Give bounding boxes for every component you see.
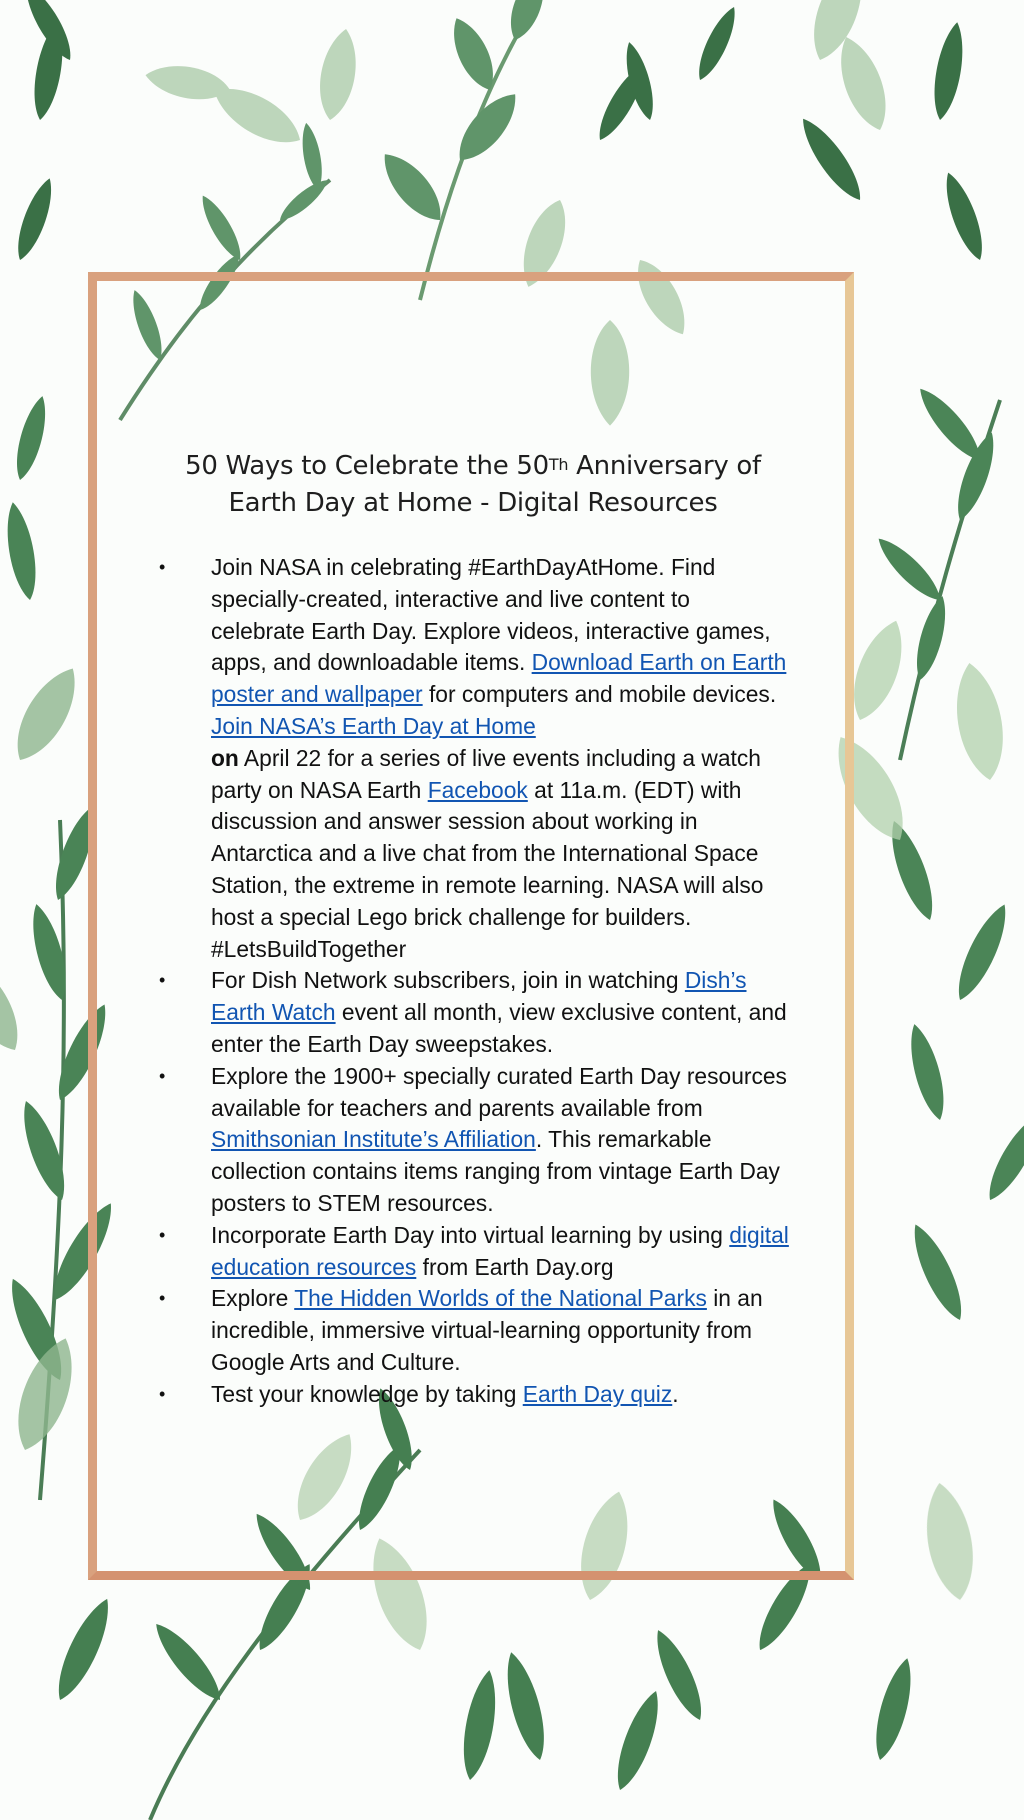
title-text: 50 Ways to Celebrate the 50 <box>185 451 549 481</box>
list-item-education: • Incorporate Earth Day into virtual learning by using digital education resources from Earth Day.org <box>159 1221 789 1280</box>
list-item-national-parks: • Explore The Hidden Worlds of the National Parks in an incredible, immersive virtual-learning opportunity from Google Arts and Culture. <box>159 1285 763 1375</box>
bullet-icon: • <box>159 557 166 577</box>
bullet-icon: • <box>159 1383 166 1404</box>
bullet-icon: • <box>159 970 166 991</box>
link-earth-day-quiz[interactable]: Earth Day quiz <box>522 1380 673 1407</box>
title-superscript: Th <box>548 455 569 474</box>
leaf-cluster-right <box>871 382 1024 1326</box>
list-item-smithsonian: • Explore the 1900+ specially curated Earth Day resources available for teachers and parents available from Smithsonian Institute’s Affiliation. This remarkable collection contains items ranging from vintage Earth Day posters to STEM resources. <box>159 1062 787 1216</box>
link-download-poster[interactable]: Download Earth on Earth poster and wallpaper <box>211 649 787 708</box>
link-nasa-earth-day-at-home[interactable]: Join NASA’s Earth Day at Home <box>211 712 536 739</box>
list-item-quiz: • Test your knowledge by taking Earth Day quiz. <box>156 1379 790 1411</box>
list-item-nasa: • Join NASA in celebrating #EarthDayAtHome. Find specially-created, interactive and live content to celebrate Earth Day. Explore videos, interactive games, apps, and downloadable items. Download Earth on Earth poster and wallpaper for computers and mobile devices. Join NASA’s Earth Day at Home on April 22 for a series of live events including a watch party on NASA Earth Facebook at 11a.m. (EDT) with discussion and answer session about working in Antarctica and a live chat from the International Space Station, the extreme in remote learning. NASA will also host a special Lego brick challenge for builders. #LetsBuildTogether <box>159 554 787 962</box>
link-smithsonian-affiliation[interactable]: Smithsonian Institute’s Affiliation <box>211 1126 536 1153</box>
bullet-icon: • <box>159 1224 166 1245</box>
page-title <box>156 448 790 522</box>
link-digital-education-resources[interactable]: digital education resources <box>211 1221 789 1280</box>
title-line-two: Earth Day at Home - Digital Resources <box>228 488 718 518</box>
title-text-continued: Anniversary of <box>568 451 761 481</box>
resource-list <box>156 552 790 1411</box>
document-content <box>156 448 790 1411</box>
bullet-icon: • <box>159 1065 166 1086</box>
link-dish-earth-watch[interactable]: Dish’s Earth Watch <box>211 967 747 1026</box>
link-hidden-worlds-national-parks[interactable]: The Hidden Worlds of the National Parks <box>294 1285 707 1312</box>
bullet-icon: • <box>159 1288 166 1309</box>
link-facebook[interactable]: Facebook <box>427 776 528 803</box>
list-item-dish: • For Dish Network subscribers, join in watching Dish’s Earth Watch event all month, view exclusive content, and enter the Earth Day sweepstakes. <box>159 967 787 1057</box>
